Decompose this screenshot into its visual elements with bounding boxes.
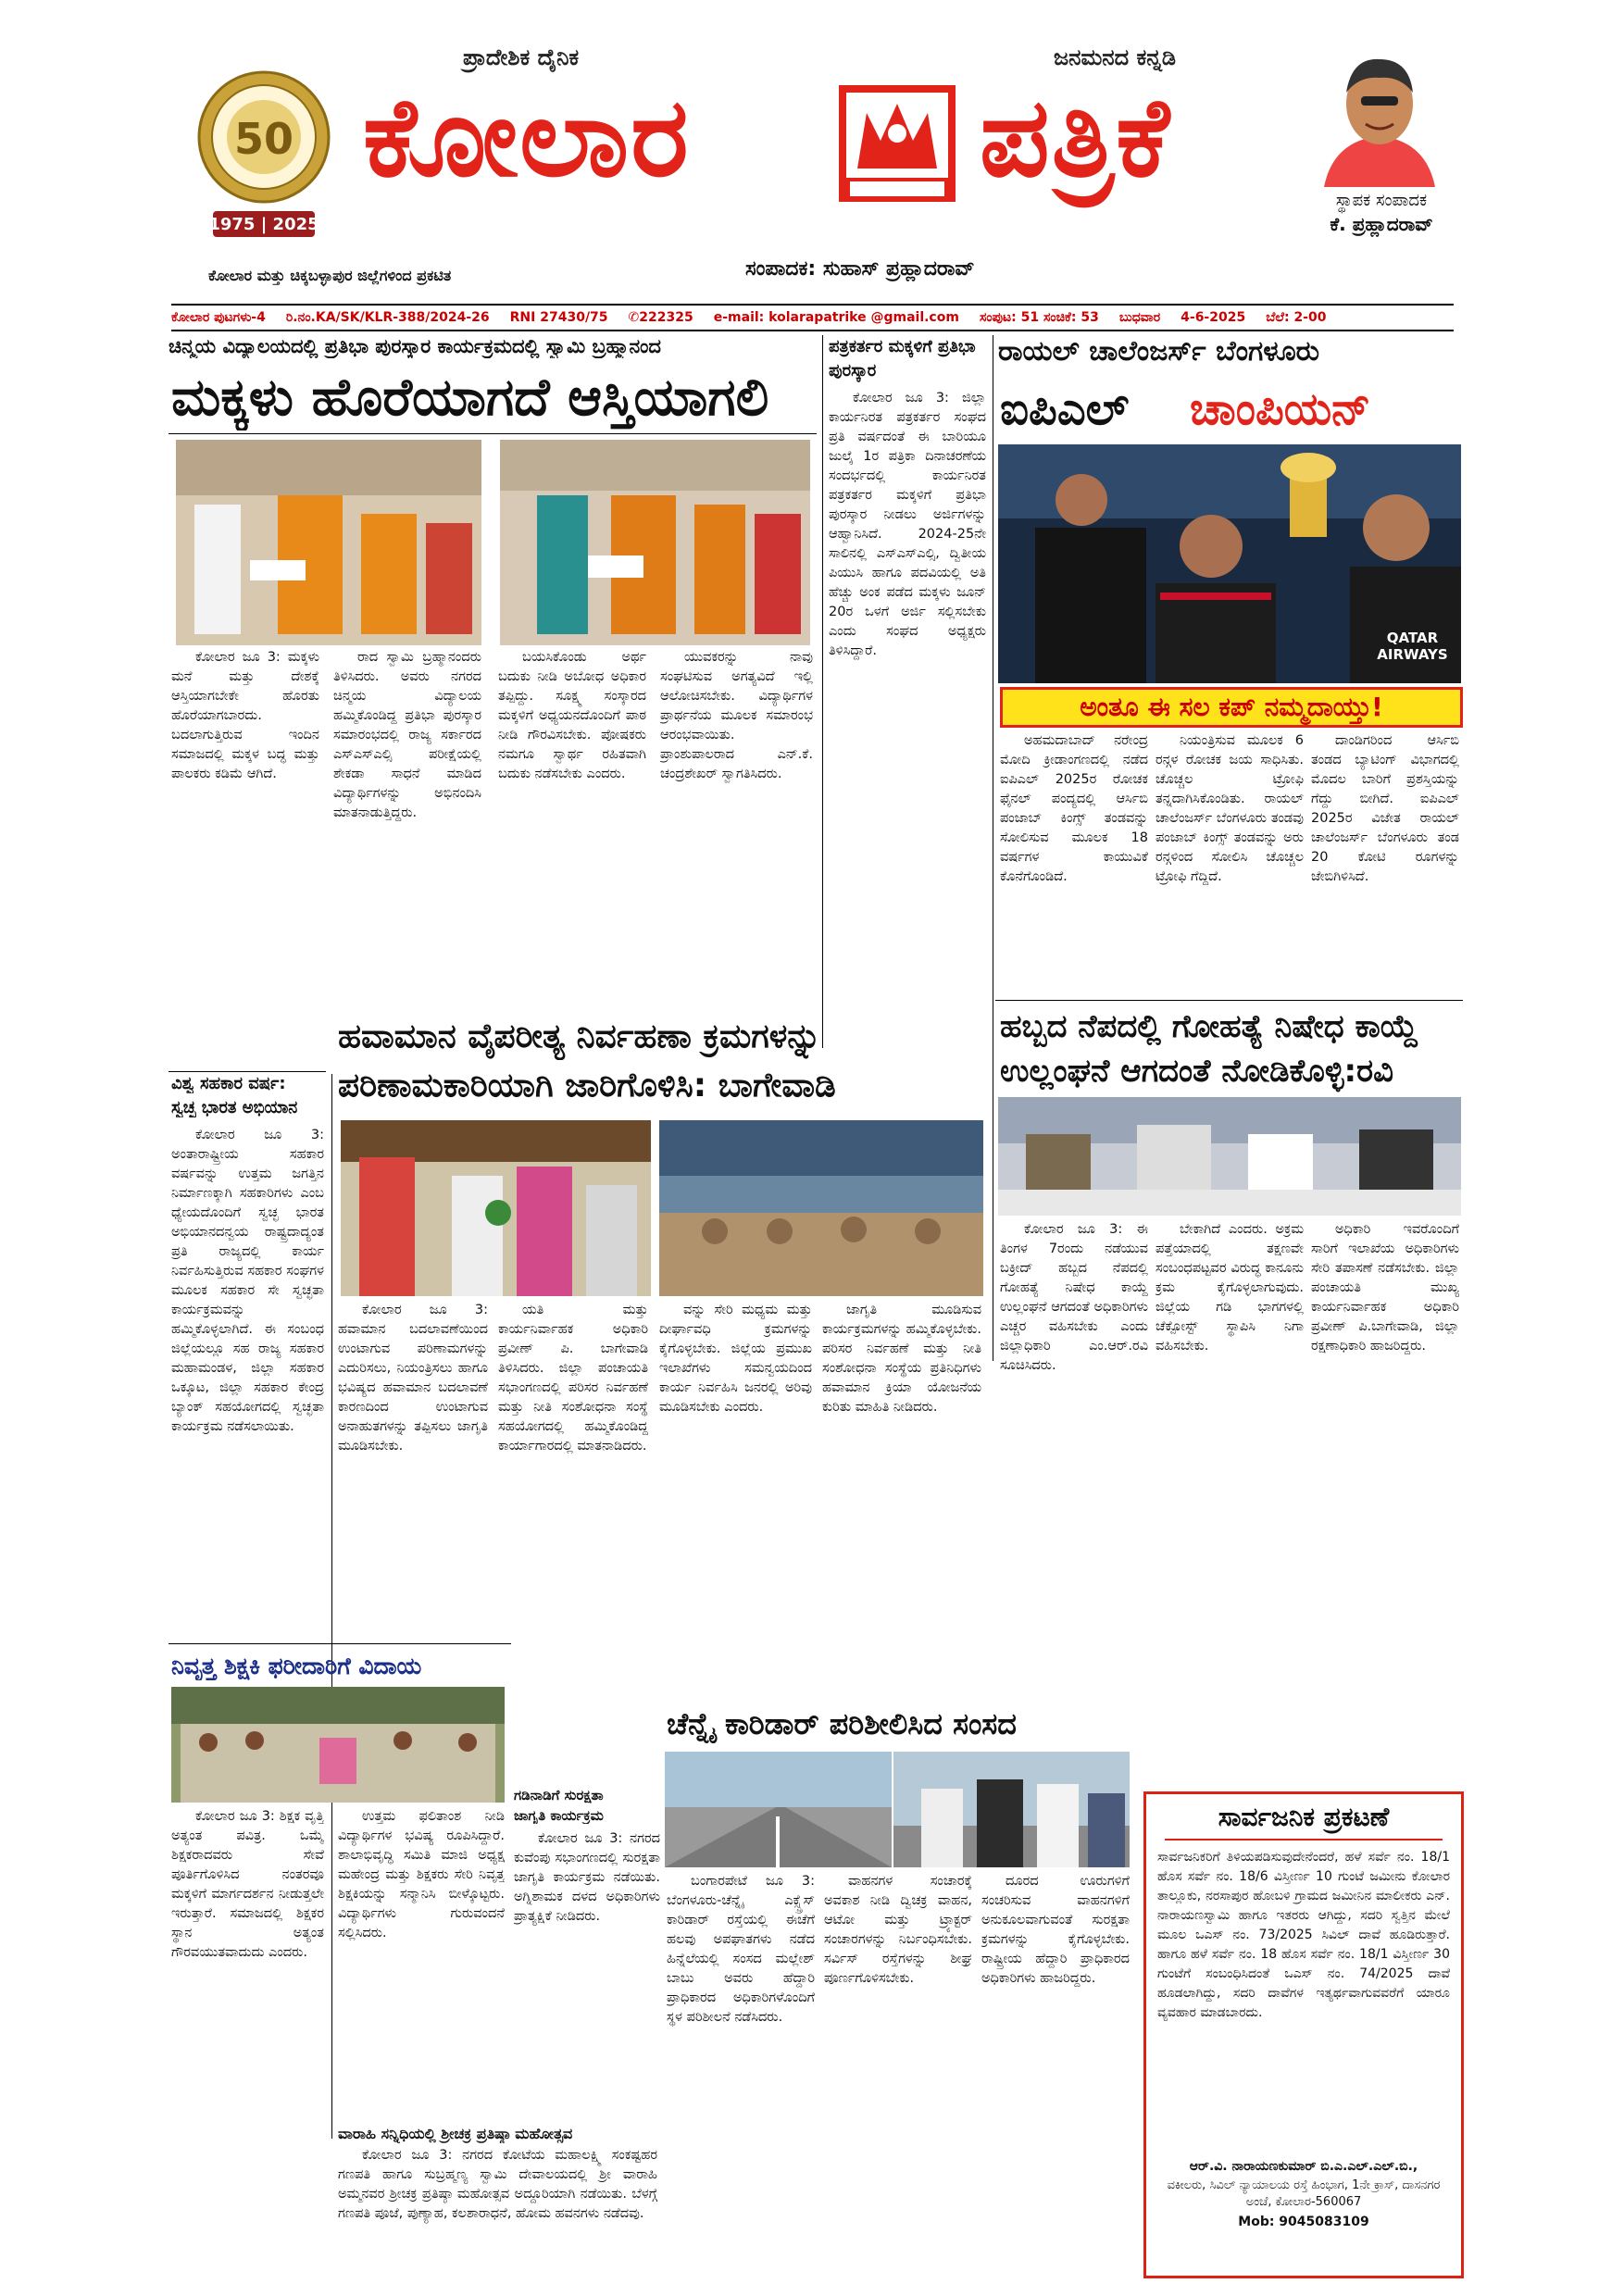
- masthead-editor: ಸಂಪಾದಕ: ಸುಹಾಸ್ ಪ್ರಹ್ಲಾದರಾವ್: [745, 257, 975, 281]
- chennai-photo-1: [665, 1752, 892, 1867]
- awareness-headline-1: ಗಡಿನಾಡಿಗೆ ಸುರಕ್ಷತಾ: [514, 1787, 604, 1803]
- email-address[interactable]: e-mail: kolarapatrike @gmail.com: [713, 310, 959, 325]
- retire-col-2: ಉತ್ತಮ ಫಲಿತಾಂಶ ನೀಡಿ ವಿದ್ಯಾರ್ಥಿಗಳ ಭವಿಷ್ಯ ರೂಪಿಸಿದ್ದಾರೆ. ಶಾಲಾಭಿವೃದ್ಧಿ ಸಮಿತಿ ಮಾಜಿ ಅಧ್ಯಕ್ಷ ಮಹೇಂದ್ರ ಮತ್ತು ಶಿಕ್ಷಕರು ಸೇರಿ ನಿವೃತ್ತ ಶಿಕ್ಷಕಿಯನ್ನು ಸನ್ಮಾನಿಸಿ ಬೀಳ್ಕೊಟ್ಟರು. ವಿದ್ಯಾರ್ಥಿಗಳು ಗುರುವಂದನೆ ಸಲ್ಲಿಸಿದರು.: [338, 1809, 505, 1940]
- retire-headline: ನಿವೃತ್ತ ಶಿಕ್ಷಕಿ ಫರೀದಾರಿಗೆ ವಿದಾಯ: [171, 1653, 422, 1679]
- notice-signer: ಆರ್.ವಿ. ನಾರಾಯಣಕುಮಾರ್ ಬಿ.ಎ.ಎಲ್.ಎಲ್.ಬಿ.,: [1189, 2159, 1418, 2174]
- page-count: ಕೋಲಾರ ಪುಟಗಳು-4: [171, 310, 266, 325]
- cow-col-2: ಬೇಕಾಗಿದೆ ಎಂದರು. ಅಕ್ರಮ ಪತ್ತೆಯಾದಲ್ಲಿ ತಕ್ಷಣವೇ ಸಂಬಂಧಪಟ್ಟವರ ವಿರುದ್ಧ ಕಾನೂನು ಕ್ರಮ ಕೈಗೊಳ್ಳಲಾಗುವುದು. ಜಿಲ್ಲೆಯ ಗಡಿ ಭಾಗಗಳಲ್ಲಿ ಚೆಕ್ಪೋಸ್ಟ್ ಸ್ಥಾಪಿಸಿ ನಿಗಾ ವಹಿಸಬೇಕು.: [1156, 1222, 1304, 1354]
- masthead-tagline: ಕೋಲಾರ ಮತ್ತು ಚಿಕ್ಕಬಳ್ಳಾಪುರ ಜಿಲ್ಲೆಗಳಿಂದ ಪ್ರಕಟಿತ: [208, 267, 452, 284]
- ipl-headline-black: ಐಪಿಎಲ್: [1000, 383, 1130, 435]
- vishwa-headline-2: ಸ್ವಚ್ಛ ಭಾರತ ಅಭಿಯಾನ: [171, 1098, 298, 1117]
- awareness-text: ಕೋಲಾರ ಜೂ 3: ನಗರದ ಕುವೆಂಪು ಸಭಾಂಗಣದಲ್ಲಿ ಸುರಕ್ಷತಾ ಜಾಗೃತಿ ಕಾರ್ಯಕ್ರಮ ನಡೆಯಿತು. ಅಗ್ನಿಶಾಮಕ ದಳದ ಅಧಿಕಾರಿಗಳು ಪ್ರಾತ್ಯಕ್ಷಿಕೆ ನೀಡಿದರು.: [514, 1831, 660, 1924]
- ipl-col-1: ಅಹಮದಾಬಾದ್ ನರೇಂದ್ರ ಮೋದಿ ಕ್ರೀಡಾಂಗಣದಲ್ಲಿ ನಡೆದ ಐಪಿಎಲ್ 2025ರ ರೋಚಕ ಫೈನಲ್ ಪಂದ್ಯದಲ್ಲಿ ಆರ್ಸಿಬಿ ಪಂಜಾಬ್ ಕಿಂಗ್ಸ್ ತಂಡವನ್ನು ಸೋಲಿಸುವ ಮೂಲಕ 18 ವರ್ಷಗಳ ಕಾಯುವಿಕೆ ಕೊನೆಗೊಂಡಿದೆ.: [1000, 733, 1148, 884]
- ipl-col-2: ನಿಯಂತ್ರಿಸುವ ಮೂಲಕ 6 ರನ್ಗಳ ರೋಚಕ ಜಯ ಸಾಧಿಸಿತು. ಚೊಚ್ಚಲ ಟ್ರೋಫಿ ತನ್ನದಾಗಿಸಿಕೊಂಡಿತು. ರಾಯಲ್ ಚಾಲೆಂಜರ್ಸ್ ಬೆಂಗಳೂರು ತಂಡವು ಪಂಜಾಬ್ ಕಿಂಗ್ಸ್ ತಂಡವನ್ನು ಅರು ರನ್ಗಳಿಂದ ಸೋಲಿಸಿ ಚೊಚ್ಚಲ ಟ್ರೋಫಿ ಗೆದ್ದಿದೆ.: [1156, 733, 1304, 884]
- notice-title: ಸಾರ್ವಜನಿಕ ಪ್ರಕಟಣೆ: [1165, 1802, 1443, 1841]
- story1-col-2: ರಾದ ಸ್ವಾಮಿ ಬ್ರಹ್ಮಾನಂದರು ತಿಳಿಸಿದರು. ಅವರು ನಗರದ ಚಿನ್ಮಯ ವಿದ್ಯಾಲಯ ಹಮ್ಮಿಕೊಂಡಿದ್ದ ಪ್ರತಿಭಾ ಪುರಸ್ಕಾರ ಸಮಾರಂಭದಲ್ಲಿ ರಾಜ್ಯ ಸರ್ಕಾರದ ಎಸ್ಎಸ್ಎಲ್ಸಿ ಪರೀಕ್ಷೆಯಲ್ಲಿ ಶೇಕಡಾ ಸಾಧನೆ ಮಾಡಿದ ವಿದ್ಯಾರ್ಥಿಗಳನ್ನು ಅಭಿನಂದಿಸಿ ಮಾತನಾಡುತ್ತಿದ್ದರು.: [333, 650, 481, 820]
- climate-photo-2: [659, 1120, 983, 1296]
- ipl-banner: [1000, 687, 1463, 728]
- masthead-title-right: ಪತ್ರಿಕೆ: [980, 73, 1171, 201]
- weekday: ಬುಧವಾರ: [1118, 310, 1161, 325]
- ipl-photo: [998, 444, 1461, 683]
- volume-issue: ಸಂಪುಟ: 51 ಸಂಚಿಕೆ: 53: [979, 310, 1099, 325]
- notice-mobile: Mob: 9045083109: [1238, 2215, 1369, 2229]
- ipl-col-3: ದಾಂಡಿಗರಿಂದ ಆರ್ಸಿಬಿ ತಂಡದ ಬ್ಯಾಟಿಂಗ್ ವಿಭಾಗದಲ್ಲಿ ಮೊದಲ ಬಾರಿಗೆ ಪ್ರಶಸ್ತಿಯನ್ನು ಗೆದ್ದು ಬೀಗಿದೆ. ಐಪಿಎಲ್ 2025ರ ವಿಜೇತ ರಾಯಲ್ ಚಾಲೆಂಜರ್ಸ್ ಬೆಂಗಳೂರು ತಂಡ 20 ಕೋಟಿ ರೂಗಳನ್ನು ಜೇಬಿಗಿಳಿಸಿದೆ.: [1311, 733, 1459, 884]
- cow-photo: [998, 1097, 1461, 1216]
- ipl-headline-red: ಚಾಂಪಿಯನ್: [1190, 383, 1371, 435]
- masthead-title-left: ಕೋಲಾರ: [363, 73, 691, 201]
- notice-address: ವಕೀಲರು, ಸಿವಿಲ್ ನ್ಯಾಯಾಲಯ ರಸ್ತೆ ಹಿಂಭಾಗ, 1ನೇ ಕ್ರಾಸ್, ದಾಸನಗರ ಅಂಚೆ, ಕೋಲಾರ-560067: [1167, 2178, 1441, 2209]
- founder-role: ಸ್ಥಾಪಕ ಸಂಪಾದಕ: [1335, 191, 1428, 210]
- masthead-logo: [839, 85, 956, 202]
- climate-col-3: ವನ್ನು ಸೇರಿ ಮಧ್ಯಮ ಮತ್ತು ದೀರ್ಘಾವಧಿ ಕ್ರಮಗಳನ್ನು ಕೈಗೊಳ್ಳಬೇಕು. ಜಿಲ್ಲೆಯ ಪ್ರಮುಖ ಇಲಾಖೆಗಳು ಸಮನ್ವಯದಿಂದ ಕಾರ್ಯ ನಿರ್ವಹಿಸಿ ಜನರಲ್ಲಿ ಅರಿವು ಮೂಡಿಸಬೇಕು ಎಂದರು.: [659, 1303, 812, 1415]
- chennai-col-3: ದೂರದ ಊರುಗಳಿಗೆ ಸಂಚರಿಸುವ ವಾಹನಗಳಿಗೆ ಅನುಕೂಲವಾಗುವಂತೆ ಸುರಕ್ಷತಾ ಕ್ರಮಗಳನ್ನು ಕೈಗೊಳ್ಳಬೇಕು. ರಾಷ್ಟ್ರೀಯ ಹೆದ್ದಾರಿ ಪ್ರಾಧಿಕಾರದ ಅಧಿಕಾರಿಗಳು ಹಾಜರಿದ್ದರು.: [981, 1874, 1130, 1986]
- jubilee-number: 50: [233, 114, 294, 164]
- founder-photo: [1315, 48, 1444, 187]
- vaarahi-text: ಕೋಲಾರ ಜೂ 3: ನಗರದ ಕೋಟೆಯ ಮಹಾಲಕ್ಷ್ಮಿ ಸಂಕಷ್ಟಹರ ಗಣಪತಿ ಹಾಗೂ ಸುಬ್ರಹ್ಮಣ್ಯ ಸ್ವಾಮಿ ದೇವಾಲಯದಲ್ಲಿ ಶ್ರೀ ವಾರಾಹಿ ಅಮ್ಮನವರ ಶ್ರೀಚಕ್ರ ಪ್ರತಿಷ್ಠಾ ಮಹೋತ್ಸವ ಅದ್ದೂರಿಯಾಗಿ ನಡೆಯಿತು. ಬೆಳಗ್ಗೆ ಗಣಪತಿ ಪೂಜೆ, ಪುಣ್ಯಾಹ, ಕಲಶಾರಾಧನೆ, ಹೋಮ ಹವನಗಳು ನಡೆದವು.: [338, 2148, 657, 2221]
- vishwa-text: ಕೋಲಾರ ಜೂ 3: ಅಂತಾರಾಷ್ಟ್ರೀಯ ಸಹಕಾರ ವರ್ಷವನ್ನು ಉತ್ತಮ ಜಗತ್ತಿನ ನಿರ್ಮಾಣಕ್ಕಾಗಿ ಸಹಕಾರಿಗಳು ಎಂಬ ಧ್ಯೇಯದೊಂದಿಗೆ ಸ್ವಚ್ಛ ಭಾರತ ಅಭಿಯಾನದನ್ವಯ ರಾಷ್ಟ್ರದಾದ್ಯಂತ ಪ್ರತಿ ರಾಜ್ಯದಲ್ಲಿ ಕಾರ್ಯ ನಿರ್ವಹಿಸುತ್ತಿರುವ ಸಹಕಾರ ಸಂಘಗಳ ಮೂಲಕ ಸಹಕಾರ ಸೇ ಸ್ವಚ್ಛತಾ ಕಾರ್ಯಕ್ರಮವನ್ನು ಹಮ್ಮಿಕೊಳ್ಳಲಾಗಿದೆ. ಈ ಸಂಬಂಧ ಜಿಲ್ಲೆಯಲ್ಲೂ ಸಹ ರಾಜ್ಯ ಸಹಕಾರ ಮಹಾಮಂಡಳ, ಜಿಲ್ಲಾ ಸಹಕಾರ ಒಕ್ಕೂಟ, ಜಿಲ್ಲಾ ಸಹಕಾರ ಕೇಂದ್ರ ಬ್ಯಾಂಕ್ ಸಹಯೋಗದಲ್ಲಿ ಸ್ವಚ್ಛತಾ ಕಾರ್ಯಕ್ರಮ ನಡೆಸಲಾಯಿತು.: [171, 1128, 324, 1434]
- climate-headline-1: ಹವಾಮಾನ ವೈಪರೀತ್ಯ ನಿರ್ವಹಣಾ ಕ್ರಮಗಳನ್ನು: [338, 1017, 821, 1055]
- chennai-col-2: ವಾಹನಗಳ ಸಂಚಾರಕ್ಕೆ ಅವಕಾಶ ನೀಡಿ ದ್ವಿಚಕ್ರ ವಾಹನ, ಆಟೋ ಮತ್ತು ಟ್ರ್ಯಾಕ್ಟರ್ ಸಂಚಾರಗಳನ್ನು ನಿರ್ಬಂಧಿಸಬೇಕು. ಸರ್ವಿಸ್ ರಸ್ತೆಗಳನ್ನು ಶೀಘ್ರ ಪೂರ್ಣಗೊಳಿಸಬೇಕು.: [824, 1874, 972, 1986]
- vaarahi-headline: ವಾರಾಹಿ ಸನ್ನಿಧಿಯಲ್ಲಿ ಶ್ರೀಚಕ್ರ ಪ್ರತಿಷ್ಠಾ ಮಹೋತ್ಸವ: [338, 2125, 573, 2142]
- price: ಬೆಲೆ: 2-00: [1266, 310, 1327, 325]
- founder-name: ಕೆ. ಪ್ರಹ್ಲಾದರಾವ್: [1330, 213, 1433, 235]
- issue-info-bar: [171, 304, 1454, 331]
- story1-col-3: ಬಯಸಿಕೊಂಡು ಅರ್ಥ ಬದುಕು ನೀಡಿ ಅಬೋಧ ಅಧಿಕಾರ ತಪ್ಪಿದ್ದು. ಸೂಕ್ಷ್ಮ ಸಂಸ್ಕಾರದ ಮಕ್ಕಳಿಗೆ ಅಧ್ಯಯನದೊಂದಿಗೆ ಪಾಠ ನೀಡಿ ಗೌರವಿಸಬೇಕು. ಪೋಷಕರು ನಮಗೂ ಸ್ವಾರ್ಥ ರಹಿತವಾಗಿ ಬದುಕು ನಡೆಸಬೇಕು ಎಂದರು.: [498, 650, 646, 781]
- chennai-photo-2: [893, 1752, 1130, 1867]
- masthead-subtitle-right: ಜನಮನದ ಕನ್ನಡಿ: [1054, 44, 1177, 70]
- climate-col-2: ಯತಿ ಮತ್ತು ಕಾರ್ಯನಿರ್ವಾಹಕ ಅಧಿಕಾರಿ ಪ್ರವೀಣ್ ಪಿ. ಬಾಗೇವಾಡಿ ತಿಳಿಸಿದರು. ಜಿಲ್ಲಾ ಪಂಚಾಯತಿ ಸಭಾಂಗಣದಲ್ಲಿ ಪರಿಸರ ನಿರ್ವಹಣೆ ಮತ್ತು ನೀತಿ ಸಂಶೋಧನಾ ಸಂಸ್ಥೆ ಸಹಯೋಗದಲ್ಲಿ ಹಮ್ಮಿಕೊಂಡಿದ್ದ ಕಾರ್ಯಾಗಾರದಲ್ಲಿ ಮಾತನಾಡಿದರು.: [498, 1303, 648, 1454]
- jubilee-years: 1975 | 2025: [208, 215, 319, 234]
- registration-number: ರಿ.ನಂ.KA/SK/KLR-388/2024-26: [285, 310, 490, 325]
- story1-kicker: ಚಿನ್ಮಯ ವಿದ್ಯಾಲಯದಲ್ಲಿ ಪ್ರತಿಭಾ ಪುರಸ್ಕಾರ ಕಾರ್ಯಕ್ರಮದಲ್ಲಿ ಸ್ವಾಮಿ ಬ್ರಹ್ಮಾನಂದ: [169, 335, 661, 357]
- chennai-col-1: ಬಂಗಾರಪೇಟೆ ಜೂ 3: ಬೆಂಗಳೂರು-ಚೆನ್ನೈ ಎಕ್ಸ್ಪ್ರೆಸ್ ಕಾರಿಡಾರ್ ರಸ್ತೆಯಲ್ಲಿ ಈಚೆಗೆ ಹಲವು ಅಪಘಾತಗಳು ನಡೆದ ಹಿನ್ನೆಲೆಯಲ್ಲಿ ಸಂಸದ ಮಲ್ಲೇಶ್ ಬಾಬು ಅವರು ಹೆದ್ದಾರಿ ಪ್ರಾಧಿಕಾರದ ಅಧಿಕಾರಿಗಳೊಂದಿಗೆ ಸ್ಥಳ ಪರಿಶೀಲನೆ ನಡೆಸಿದರು.: [667, 1874, 815, 2025]
- vishwa-headline-1: ವಿಶ್ವ ಸಹಕಾರ ವರ್ಷ:: [171, 1074, 286, 1093]
- ipl-banner-text: ಅಂತೂ ಈ ಸಲ ಕಪ್ ನಮ್ಮದಾಯ್ತು!: [1080, 692, 1383, 722]
- climate-col-4: ಜಾಗೃತಿ ಮೂಡಿಸುವ ಕಾರ್ಯಕ್ರಮಗಳನ್ನು ಹಮ್ಮಿಕೊಳ್ಳಬೇಕು. ಪರಿಸರ ನಿರ್ವಹಣೆ ಮತ್ತು ನೀತಿ ಸಂಶೋಧನಾ ಸಂಸ್ಥೆಯ ಪ್ರತಿನಿಧಿಗಳು ಹವಾಮಾನ ಕ್ರಿಯಾ ಯೋಜನೆಯ ಕುರಿತು ಮಾಹಿತಿ ನೀಡಿದರು.: [822, 1303, 981, 1415]
- story1-photo-left: [176, 440, 481, 645]
- cow-col-3: ಅಧಿಕಾರಿ ಇವರೊಂದಿಗೆ ಸಾರಿಗೆ ಇಲಾಖೆಯ ಅಧಿಕಾರಿಗಳು ಸೇರಿ ತಪಾಸಣೆ ನಡೆಸಬೇಕು. ಜಿಲ್ಲಾ ಪಂಚಾಯತಿ ಮುಖ್ಯ ಕಾರ್ಯನಿರ್ವಾಹಕ ಅಧಿಕಾರಿ ಪ್ರವೀಣ್ ಪಿ.ಬಾಗೇವಾಡಿ, ಜಿಲ್ಲಾ ರಕ್ಷಣಾಧಿಕಾರಿ ಹಾಜರಿದ್ದರು.: [1311, 1222, 1459, 1354]
- notice-body: ಸಾರ್ವಜನಿಕರಿಗೆ ತಿಳಿಯಪಡಿಸುವುದೇನೆಂದರೆ, ಹಳೆ ಸರ್ವೆ ನಂ. 18/1 ಹೊಸ ಸರ್ವೆ ನಂ. 18/6 ವಿಸ್ತೀರ್ಣ 10 ಗುಂಟೆ ಜಮೀನು ಕೋಲಾರ ತಾಲ್ಲೂಕು, ನರಸಾಪುರ ಹೋಬಳಿ ಗ್ರಾಮದ ಜಮೀನಿನ ಮಾಲೀಕರು ಎನ್. ನಾರಾಯಣಸ್ವಾಮಿ ಹಾಗೂ ಇತರರು ಆಗಿದ್ದು, ಸದರಿ ಸ್ವತ್ತಿನ ಮೇಲೆ ಮೂಲ ಒಎಸ್ ನಂ. 73/2025 ಸಿವಿಲ್ ದಾವೆ ಹೂಡಿರುತ್ತಾರೆ. ಹಾಗೂ ಹಳೆ ಸರ್ವೆ ನಂ. 18 ಹೊಸ ಸರ್ವೆ ನಂ. 18/1 ವಿಸ್ತೀರ್ಣ 30 ಗುಂಟೆಗೆ ಸಂಬಂಧಿಸಿದಂತೆ ಒಎಸ್ ನಂ. 74/2025 ದಾವೆ ಹೂಡಲಾಗಿದ್ದು, ಸದರಿ ದಾವೆಗಳ ಇತ್ಯರ್ಥವಾಗುವವರೆಗೆ ಯಾರೂ ವ್ಯವಹಾರ ಮಾಡಬಾರದು.: [1157, 1850, 1450, 2020]
- chennai-headline: ಚೆನ್ನೈ ಕಾರಿಡಾರ್ ಪರಿಶೀಲಿಸಿದ ಸಂಸದ: [667, 1706, 1017, 1741]
- jubilee-emblem: [194, 63, 333, 243]
- cow-headline-1: ಹಬ್ಬದ ನೆಪದಲ್ಲಿ ಗೋಹತ್ಯೆ ನಿಷೇಧ ಕಾಯ್ದೆ: [1000, 1008, 1418, 1045]
- story1-headline: ಮಕ್ಕಳು ಹೊರೆಯಾಗದೆ ಆಸ್ತಿಯಾಗಲಿ: [171, 368, 769, 428]
- patrakarta-text: ಕೋಲಾರ ಜೂ 3: ಜಿಲ್ಲಾ ಕಾರ್ಯನಿರತ ಪತ್ರಕರ್ತರ ಸಂಘದ ಪ್ರತಿ ವರ್ಷದಂತೆ ಈ ಬಾರಿಯೂ ಜುಲೈ 1ರ ಪತ್ರಿಕಾ ದಿನಾಚರಣೆಯ ಸಂದರ್ಭದಲ್ಲಿ ಕಾರ್ಯನಿರತ ಪತ್ರಕರ್ತರ ಮಕ್ಕಳಿಗೆ ಪ್ರತಿಭಾ ಪುರಸ್ಕಾರ ನೀಡಲು ಅರ್ಜಿಗಳನ್ನು ಆಹ್ವಾನಿಸಿದೆ. 2024-25ನೇ ಸಾಲಿನಲ್ಲಿ ಎಸ್ಎಸ್ಎಲ್ಸಿ, ದ್ವಿತೀಯ ಪಿಯುಸಿ ಹಾಗೂ ಪದವಿಯಲ್ಲಿ ಅತಿ ಹೆಚ್ಚು ಅಂಕ ಪಡೆದ ಮಕ್ಕಳು ಜೂನ್ 20ರ ಒಳಗೆ ಅರ್ಜಿ ಸಲ್ಲಿಸಬೇಕು ಎಂದು ಸಂಘದ ಅಧ್ಯಕ್ಷರು ತಿಳಿಸಿದ್ದಾರೆ.: [829, 391, 986, 658]
- climate-photo-1: [341, 1120, 651, 1296]
- rni-number: RNI 27430/75: [509, 310, 608, 325]
- retire-col-1: ಕೋಲಾರ ಜೂ 3: ಶಿಕ್ಷಕ ವೃತ್ತಿ ಅತ್ಯಂತ ಪವಿತ್ರ. ಒಮ್ಮೆ ಶಿಕ್ಷಕರಾದವರು ಸೇವೆ ಪೂರ್ತಿಗೊಳಿಸಿದ ನಂತರವೂ ಮಕ್ಕಳಿಗೆ ಮಾರ್ಗದರ್ಶನ ನೀಡುತ್ತಲೇ ಇರುತ್ತಾರೆ. ಸಮಾಜದಲ್ಲಿ ಶಿಕ್ಷಕರ ಸ್ಥಾನ ಅತ್ಯಂತ ಗೌರವಯುತವಾದುದು ಎಂದರು.: [171, 1809, 324, 1960]
- cow-headline-2: ಉಲ್ಲಂಘನೆ ಆಗದಂತೆ ನೋಡಿಕೊಳ್ಳಿ:ರವಿ: [1000, 1053, 1394, 1090]
- story1-photo-right: [500, 440, 810, 645]
- story1-col-1: ಕೋಲಾರ ಜೂ 3: ಮಕ್ಕಳು ಮನೆ ಮತ್ತು ದೇಶಕ್ಕೆ ಆಸ್ತಿಯಾಗಬೇಕೇ ಹೊರತು ಹೊರೆಯಾಗಬಾರದು. ಬದಲಾಗುತ್ತಿರುವ ಇಂದಿನ ಸಮಾಜದಲ್ಲಿ ಮಕ್ಕಳ ಬದ್ಧ ಮತ್ತು ಪಾಲಕರು ಕಡಿಮೆ ಆಗಿದೆ.: [171, 650, 319, 781]
- retire-photo: [171, 1687, 505, 1803]
- public-notice-box: [1143, 1791, 1464, 2278]
- climate-headline-2: ಪರಿಣಾಮಕಾರಿಯಾಗಿ ಜಾರಿಗೊಳಿಸಿ: ಬಾಗೇವಾಡಿ: [338, 1067, 836, 1104]
- climate-col-1: ಕೋಲಾರ ಜೂ 3: ಹವಾಮಾನ ಬದಲಾವಣೆಯಿಂದ ಉಂಟಾಗುವ ಪರಿಣಾಮಗಳನ್ನು ಎದುರಿಸಲು, ನಿಯಂತ್ರಿಸಲು ಹಾಗೂ ಭವಿಷ್ಯದ ಹವಾಮಾನ ಬದಲಾವಣೆ ಕಾರಣದಿಂದ ಉಂಟಾಗುವ ಅನಾಹುತಗಳನ್ನು ತಪ್ಪಿಸಲು ಜಾಗೃತಿ ಮೂಡಿಸಬೇಕು.: [338, 1303, 488, 1454]
- phone-number: ✆222325: [628, 310, 693, 325]
- ipl-photo-sponsor: QATAR AIRWAYS: [1377, 630, 1448, 663]
- ipl-kicker: ರಾಯಲ್ ಚಾಲೆಂಜರ್ಸ್ ಬೆಂಗಳೂರು: [998, 335, 1320, 368]
- story1-col-4: ಯುವಕರನ್ನು ನಾವು ಸಂಘಟಿಸುವ ಅಗತ್ಯವಿದೆ ಇಲ್ಲಿ ಆಲೋಚಿಸಬೇಕು. ವಿದ್ಯಾರ್ಥಿಗಳ ಪ್ರಾರ್ಥನೆಯ ಮೂಲಕ ಸಮಾರಂಭ ಆರಂಭವಾಯಿತು. ಪ್ರಾಂಶುಪಾಲರಾದ ಎನ್.ಕೆ. ಚಂದ್ರಶೇಖರ್ ಸ್ವಾಗತಿಸಿದರು.: [660, 650, 813, 781]
- issue-date: 4-6-2025: [1181, 310, 1246, 325]
- masthead-subtitle-left: ಪ್ರಾದೇಶಿಕ ದೈನಿಕ: [463, 44, 580, 70]
- cow-col-1: ಕೋಲಾರ ಜೂ 3: ಈ ತಿಂಗಳ 7ರಂದು ನಡೆಯುವ ಬಕ್ರೀದ್ ಹಬ್ಬದ ನೆಪದಲ್ಲಿ ಗೋಹತ್ಯೆ ನಿಷೇಧ ಕಾಯ್ದೆ ಉಲ್ಲಂಘನೆ ಆಗದಂತೆ ಅಧಿಕಾರಿಗಳು ಎಚ್ಚರ ವಹಿಸಬೇಕು ಎಂದು ಜಿಲ್ಲಾಧಿಕಾರಿ ಎಂ.ಆರ್.ರವಿ ಸೂಚಿಸಿದರು.: [1000, 1222, 1148, 1373]
- awareness-headline-2: ಜಾಗೃತಿ ಕಾರ್ಯಕ್ರಮ: [514, 1807, 604, 1824]
- patrakarta-headline: ಪತ್ರಕರ್ತರ ಮಕ್ಕಳಿಗೆ ಪ್ರತಿಭಾ ಪುರಸ್ಕಾರ: [829, 337, 976, 381]
